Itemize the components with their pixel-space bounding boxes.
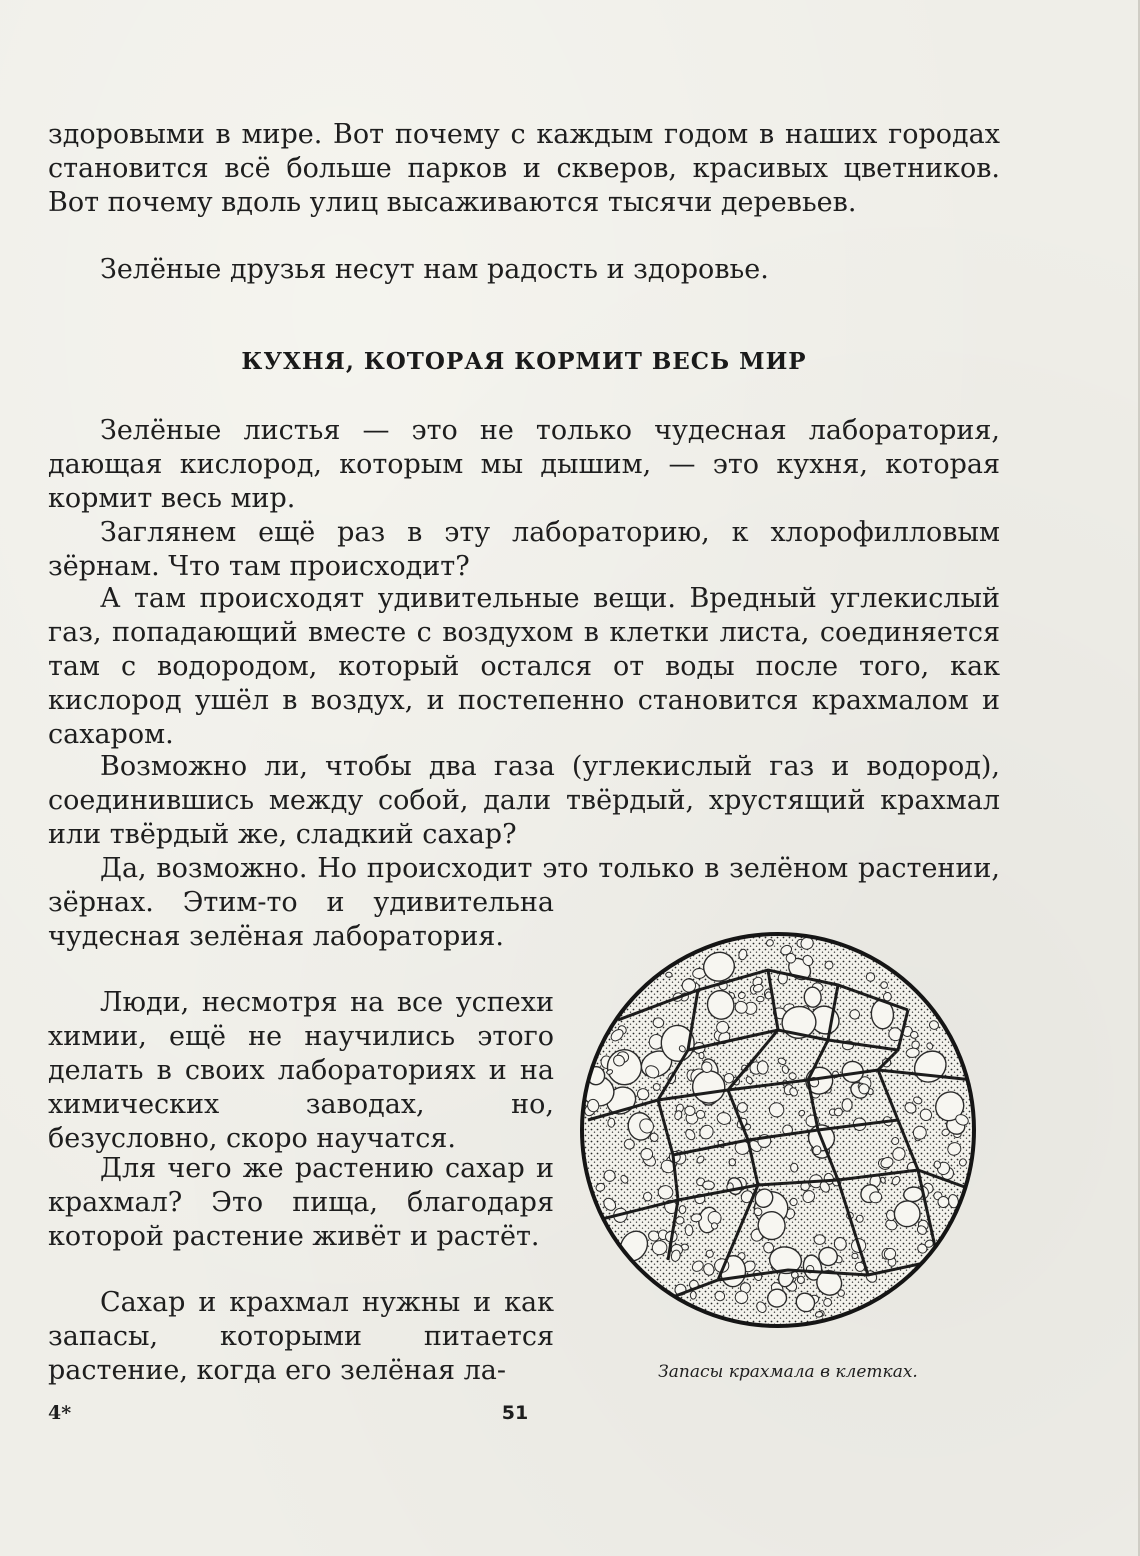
paragraph-5: А там происходят удивительные вещи. Вредный углекислый газ, попадающий вместе с воздухом в клетки листа, соединяется там с водородом, который остался от воды после того, как кислород ушёл в воздух, и постепенно становится крахмалом и сахаром. — [48, 583, 1000, 750]
starch-grain — [666, 972, 673, 977]
paragraph-8: Люди, несмотря на все успехи химии, ещё не научились этого делать в своих лабораториях и на химических заводах, но, безусловно, скоро научатся. — [48, 987, 554, 1154]
section-heading: КУХНЯ, КОТОРАЯ КОРМИТ ВЕСЬ МИР — [241, 348, 807, 375]
starch-grain — [842, 1099, 852, 1112]
paragraph-3: Зелёные листья — это не только чудесная лаборатория, дающая кислород, которым мы дышим, — это кухня, которая кормит весь мир. — [48, 415, 1000, 514]
starch-grain — [852, 1253, 859, 1259]
paragraph-10: Сахар и крахмал нужны и как запасы, которыми питается растение, когда его зелёная ла- — [48, 1287, 554, 1386]
paragraph-6: Возможно ли, чтобы два газа (углекислый газ и водород), соединившись между собой, дали твёрдый, хрустящий крахмал или твёрдый же, сладкий сахар? — [48, 751, 1000, 850]
starch-grain — [880, 981, 888, 989]
paragraph-4: Заглянем ещё раз в эту лабораторию, к хлорофилловым зёрнам. Что там происходит? — [48, 517, 1000, 582]
paragraph-7-narrow — [48, 886, 554, 954]
page-number: 51 — [501, 1402, 529, 1424]
starch-grain — [790, 1198, 798, 1206]
starch-grain — [703, 1181, 715, 1190]
starch-grain — [856, 1215, 863, 1222]
starch-grain — [814, 1235, 826, 1245]
starch-grain — [608, 1118, 616, 1128]
starch-grain — [756, 996, 764, 1002]
starch-grain — [643, 1192, 652, 1202]
starch-grain — [690, 1291, 696, 1299]
paragraph-9: Для чего же растению сахар и крахмал? Это пища, благодаря которой растение живёт и растёт. — [48, 1153, 554, 1252]
starch-grain — [698, 1052, 704, 1059]
starch-grain — [910, 1031, 918, 1039]
paragraph-1: здоровыми в мире. Вот почему с каждым годом в наших городах становится всё больше парков и скверов, красивых цветников. Вот почему вдоль улиц высаживаются тысячи деревьев. — [48, 119, 1000, 218]
paragraph-2: Зелёные друзья несут нам радость и здоровье. — [100, 254, 769, 285]
starch-grain — [735, 1291, 748, 1304]
signature-mark: 4* — [48, 1402, 72, 1424]
starch-grain — [790, 1163, 798, 1173]
starch-grain — [797, 1276, 804, 1283]
starch-grain — [679, 1205, 686, 1214]
starch-grain — [934, 1161, 941, 1169]
figure-caption: Запасы крахмала в клетках. — [658, 1362, 918, 1382]
starch-grain — [804, 987, 822, 1008]
starch-cells-illustration — [578, 930, 978, 1330]
starch-grain — [685, 1225, 693, 1236]
paragraph-7-part-2: зёрнах. Этим-то и удивительна чудесная зелёная лаборатория. — [48, 887, 554, 952]
paragraph-7-wide — [48, 852, 1000, 886]
starch-grain — [757, 1061, 768, 1075]
starch-grain — [728, 1158, 736, 1166]
paragraph-7-part-1: Да, возможно. Но происходит это только в зелёном растении, — [100, 853, 1000, 884]
